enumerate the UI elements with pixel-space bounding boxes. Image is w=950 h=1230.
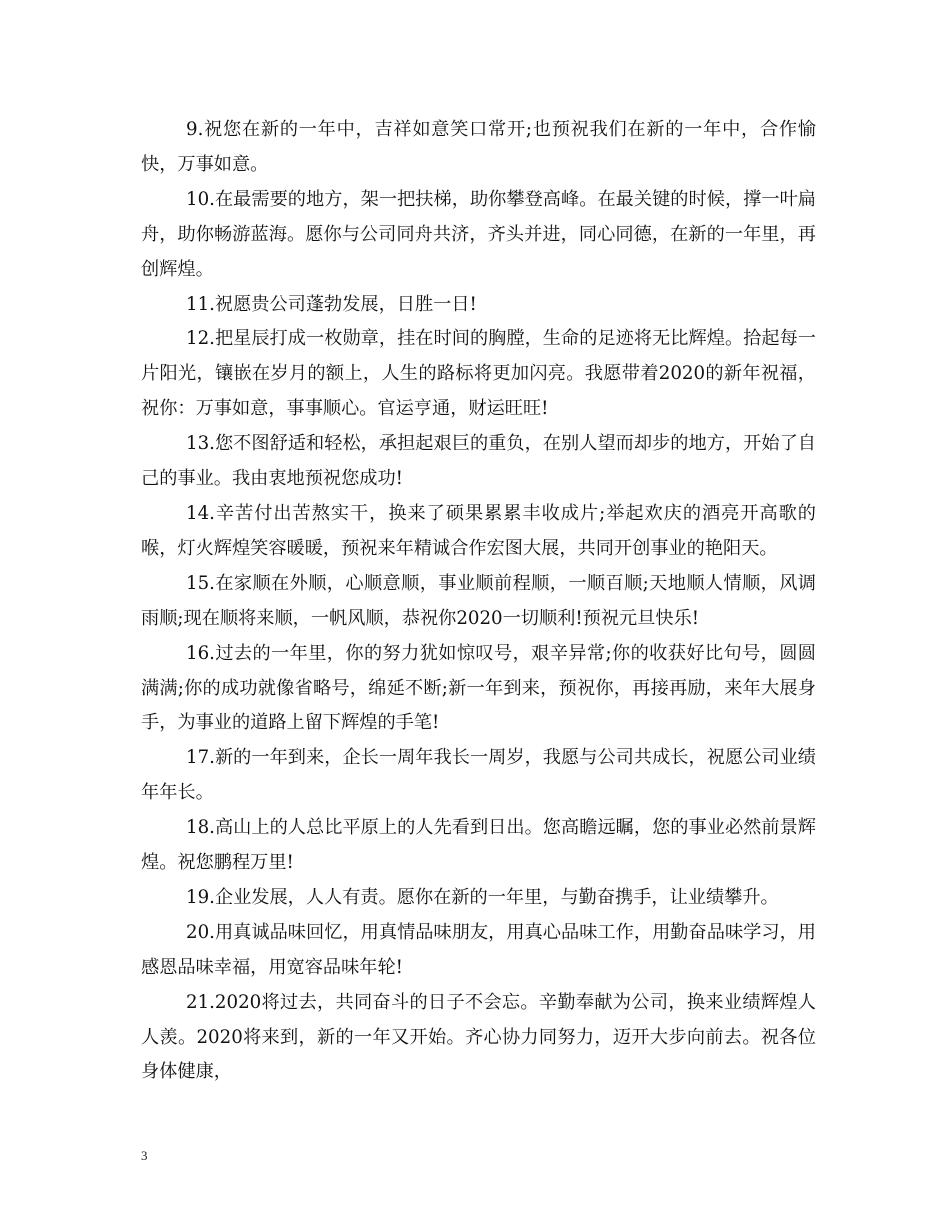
paragraph-19: 19.企业发展，人人有责。愿你在新的一年里，与勤奋携手，让业绩攀升。 [186,886,779,908]
page-number: 3 [141,1148,148,1163]
paragraph-20: 20.用真诚品味回忆，用真情品味朋友，用真心品味工作，用勤奋品味学习，用感恩品味幸福，用宽容品味年轮! [141,921,816,978]
paragraph-16: 16.过去的一年里，你的努力犹如惊叹号，艰辛异常;你的收获好比句号，圆圆满满;你的成功就像省略号，绵延不断;新一年到来，预祝你，再接再励，来年大展身手，为事业的道路上留下辉煌的手笔! [141,642,816,734]
paragraph-15: 15.在家顺在外顺，心顺意顺，事业顺前程顺，一顺百顺;天地顺人情顺，风调雨顺;现在顺将来顺，一帆风顺，恭祝你2020一切顺利!预祝元旦快乐! [141,572,816,629]
paragraph-18: 18.高山上的人总比平原上的人先看到日出。您高瞻远瞩，您的事业必然前景辉煌。祝您鹏程万里! [141,817,816,874]
paragraph-11: 11.祝愿贵公司蓬勃发展，日胜一日! [186,293,477,315]
paragraph-14: 14.辛苦付出苦熬实干，换来了硕果累累丰收成片;举起欢庆的酒亮开高歌的喉，灯火辉煌笑容暖暖，预祝来年精诚合作宏图大展，共同开创事业的艳阳天。 [141,502,816,559]
paragraph-21: 21.2020将过去，共同奋斗的日子不会忘。辛勤奉献为公司，换来业绩辉煌人人羡。2020将来到，新的一年又开始。齐心协力同努力，迈开大步向前去。祝各位身体健康， [141,991,816,1083]
paragraph-12: 12.把星辰打成一枚勋章，挂在时间的胸膛，生命的足迹将无比辉煌。拾起每一片阳光，镶嵌在岁月的额上，人生的路标将更加闪亮。我愿带着2020的新年祝福，祝你：万事如意，事事顺心。官运亨通，财运旺旺! [141,328,816,420]
paragraph-17: 17.新的一年到来，企长一周年我长一周岁，我愿与公司共成长，祝愿公司业绩年年长。 [141,747,816,804]
paragraph-9: 9.祝您在新的一年中，吉祥如意笑口常开;也预祝我们在新的一年中，合作愉快，万事如意。 [141,119,816,175]
document-body [141,113,816,1090]
paragraph-10: 10.在最需要的地方，架一把扶梯，助你攀登高峰。在最关键的时候，撑一叶扁舟，助你畅游蓝海。愿你与公司同舟共济，齐头并进，同心同德，在新的一年里，再创辉煌。 [141,188,816,280]
paragraph-13: 13.您不图舒适和轻松，承担起艰巨的重负，在别人望而却步的地方，开始了自己的事业。我由衷地预祝您成功! [141,433,816,490]
